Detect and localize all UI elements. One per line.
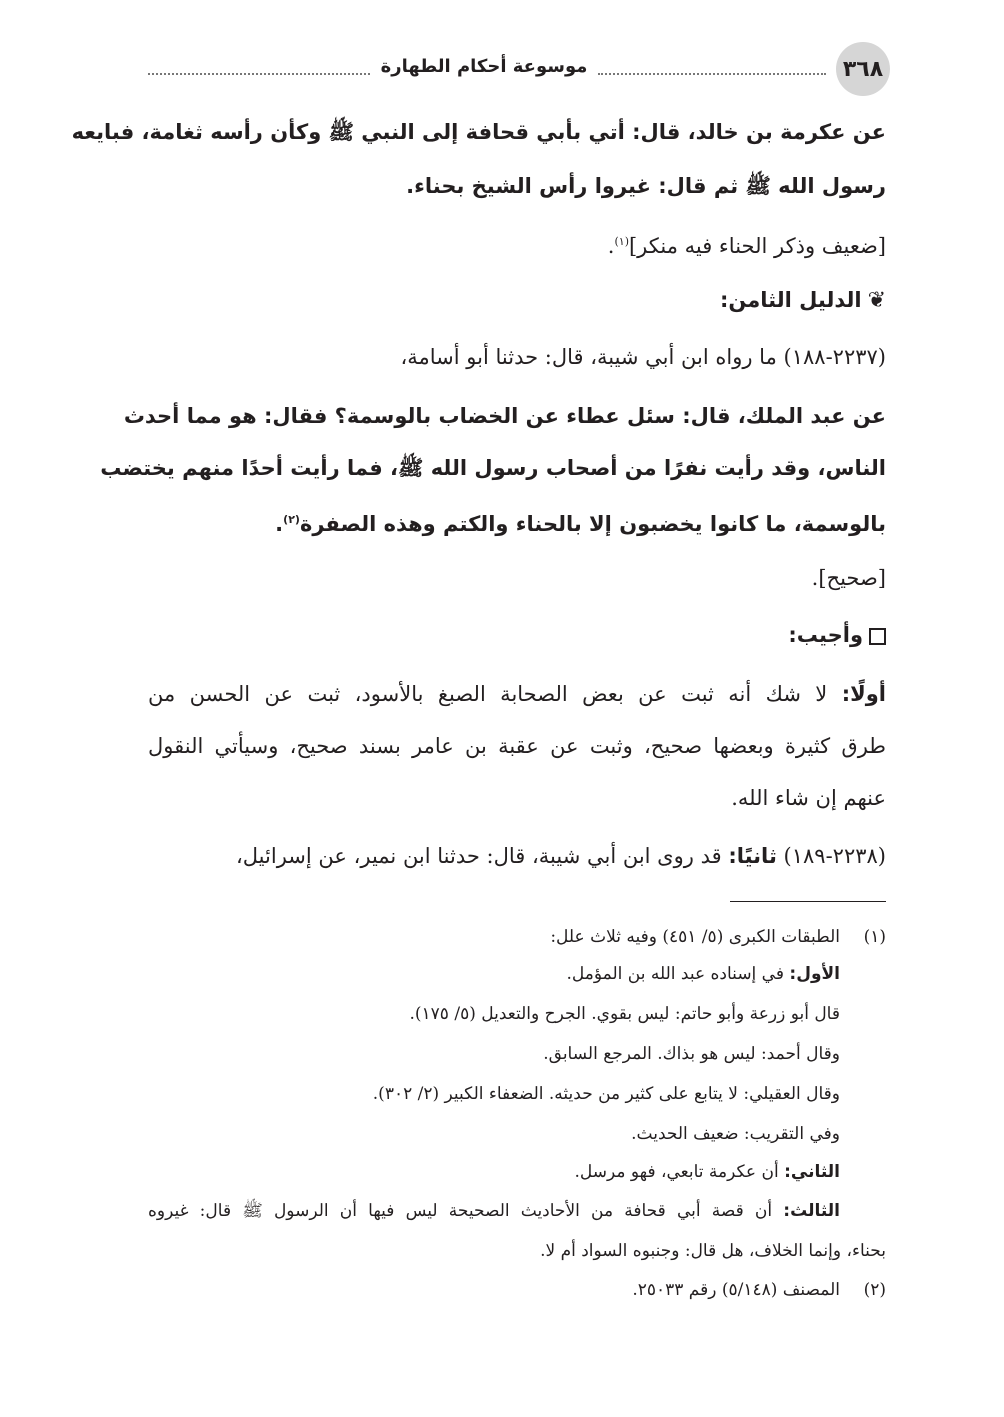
footnote-1-first-reason — [567, 961, 841, 987]
footnote-1-first-text: في إسناده عبد الله بن المؤمل. — [566, 964, 784, 984]
paragraph-2-line-1: عن عبد الملك، قال: سئل عطاء عن الخضاب بالوسمة؟ فقال: هو مما أحدث — [123, 404, 886, 428]
second-answer-text: قد روى ابن أبي شيبة، قال: حدثنا ابن نمير، عن إسرائيل، — [236, 844, 722, 868]
heading-eighth-text: الدليل الثامن: — [719, 288, 862, 312]
heading-eighth-evidence — [720, 285, 886, 316]
heading-answer-text: وأجيب: — [788, 623, 863, 647]
paragraph-2-line-3 — [275, 505, 886, 539]
hadith-intro-text: ما رواه ابن أبي شيبة، قال: حدثنا أبو أسامة، — [400, 345, 777, 369]
page-number: ٣٦٨ — [842, 56, 884, 82]
footnote-1-text: الطبقات الكبرى (٥/ ٤٥١) وفيه ثلاث علل: — [550, 927, 840, 947]
paragraph-2-line-2: الناس، وقد رأيت نفرًا من أصحاب رسول الله ﷺ، فما رأيت أحدًا منهم يختضب — [100, 456, 886, 480]
footnote-separator — [730, 901, 886, 902]
grading-sahih: [صحيح]. — [811, 566, 886, 590]
footnote-1-third-label: الثالث: — [783, 1201, 840, 1221]
footnote-1-line-6: وفي التقريب: ضعيف الحديث. — [631, 1124, 840, 1144]
footnote-1-line-4: وقال أحمد: ليس هو بذاك. المرجع السابق. — [543, 1044, 840, 1064]
footnote-1-line-1 — [550, 924, 886, 950]
footnote-ref-2[interactable]: (٢) — [283, 513, 300, 526]
hadith-intro-2237 — [401, 342, 887, 372]
grading-weak — [608, 227, 886, 261]
second-label: ثانيًا: — [728, 844, 777, 868]
footnote-2 — [632, 1277, 886, 1303]
paragraph-2-line-3-text: بالوسمة، ما كانوا يخضبون إلا بالحناء والكتم وهذه الصفرة — [299, 512, 886, 536]
square-bullet-icon — [869, 628, 886, 645]
footnote-ref-1[interactable]: (١) — [614, 235, 629, 248]
footnote-2-text: المصنف (٥/١٤٨) رقم ٢٥٠٣٣. — [632, 1280, 840, 1300]
hadith-number: (٢٢٣٧-١٨٨) — [783, 345, 886, 369]
grading-weak-end: . — [607, 234, 615, 258]
footnote-1-first-label: الأول: — [789, 964, 840, 984]
header-title: موسوعة أحكام الطهارة — [380, 56, 588, 77]
first-answer-line-1 — [148, 679, 886, 709]
paragraph-1-line-2: رسول الله ﷺ ثم قال: غيروا رأس الشيخ بحناء. — [406, 174, 886, 198]
paragraph-1-line-1: عن عكرمة بن خالد، قال: أتي بأبي قحافة إلى النبي ﷺ وكأن رأسه ثغامة، فبايعه — [71, 120, 886, 144]
first-label: أولًا: — [841, 682, 886, 706]
footnote-1-second-reason — [574, 1159, 840, 1185]
heading-answer — [788, 620, 886, 650]
footnote-1-line-3: قال أبو زرعة وأبو حاتم: ليس بقوي. الجرح والتعديل (٥/ ١٧٥). — [409, 1004, 840, 1024]
second-answer-line-1 — [236, 841, 886, 871]
footnote-1-number: (١) — [863, 927, 886, 947]
header-dots-right — [598, 73, 826, 75]
page-number-badge — [836, 42, 890, 96]
footnote-1-line-5: وقال العقيلي: لا يتابع على كثير من حديثه. الضعفاء الكبير (٢/ ٣٠٢). — [372, 1084, 840, 1104]
footnote-1-third-reason — [148, 1198, 840, 1224]
header-dots-left — [148, 73, 370, 75]
leaf-bullet-icon: ❦ — [867, 288, 886, 313]
footnote-1-second-text: أن عكرمة تابعي، فهو مرسل. — [574, 1162, 779, 1182]
first-answer-text: لا شك أنه ثبت عن بعض الصحابة الصبغ بالأسود، ثبت عن الحسن من — [148, 682, 828, 706]
footnote-1-second-label: الثاني: — [784, 1162, 840, 1182]
first-answer-line-3: عنهم إن شاء الله. — [731, 786, 886, 810]
footnote-1-third-text: أن قصة أبي قحافة من الأحاديث الصحيحة ليس فيها أن الرسول ﷺ قال: غيروه — [148, 1201, 773, 1221]
footnote-2-number: (٢) — [863, 1280, 886, 1300]
paragraph-2-line-3-end: . — [275, 512, 284, 536]
footnote-1-line-10: بحناء، وإنما الخلاف، هل قال: وجنبوه السواد أم لا. — [540, 1241, 886, 1261]
grading-weak-text: [ضعيف وذكر الحناء فيه منكر] — [628, 234, 886, 258]
hadith-number-2238: (٢٢٣٨-١٨٩) — [783, 844, 886, 868]
first-answer-line-2: طرق كثيرة وبعضها صحيح، وثبت عن عقبة بن عامر بسند صحيح، وسيأتي النقول — [148, 734, 886, 758]
